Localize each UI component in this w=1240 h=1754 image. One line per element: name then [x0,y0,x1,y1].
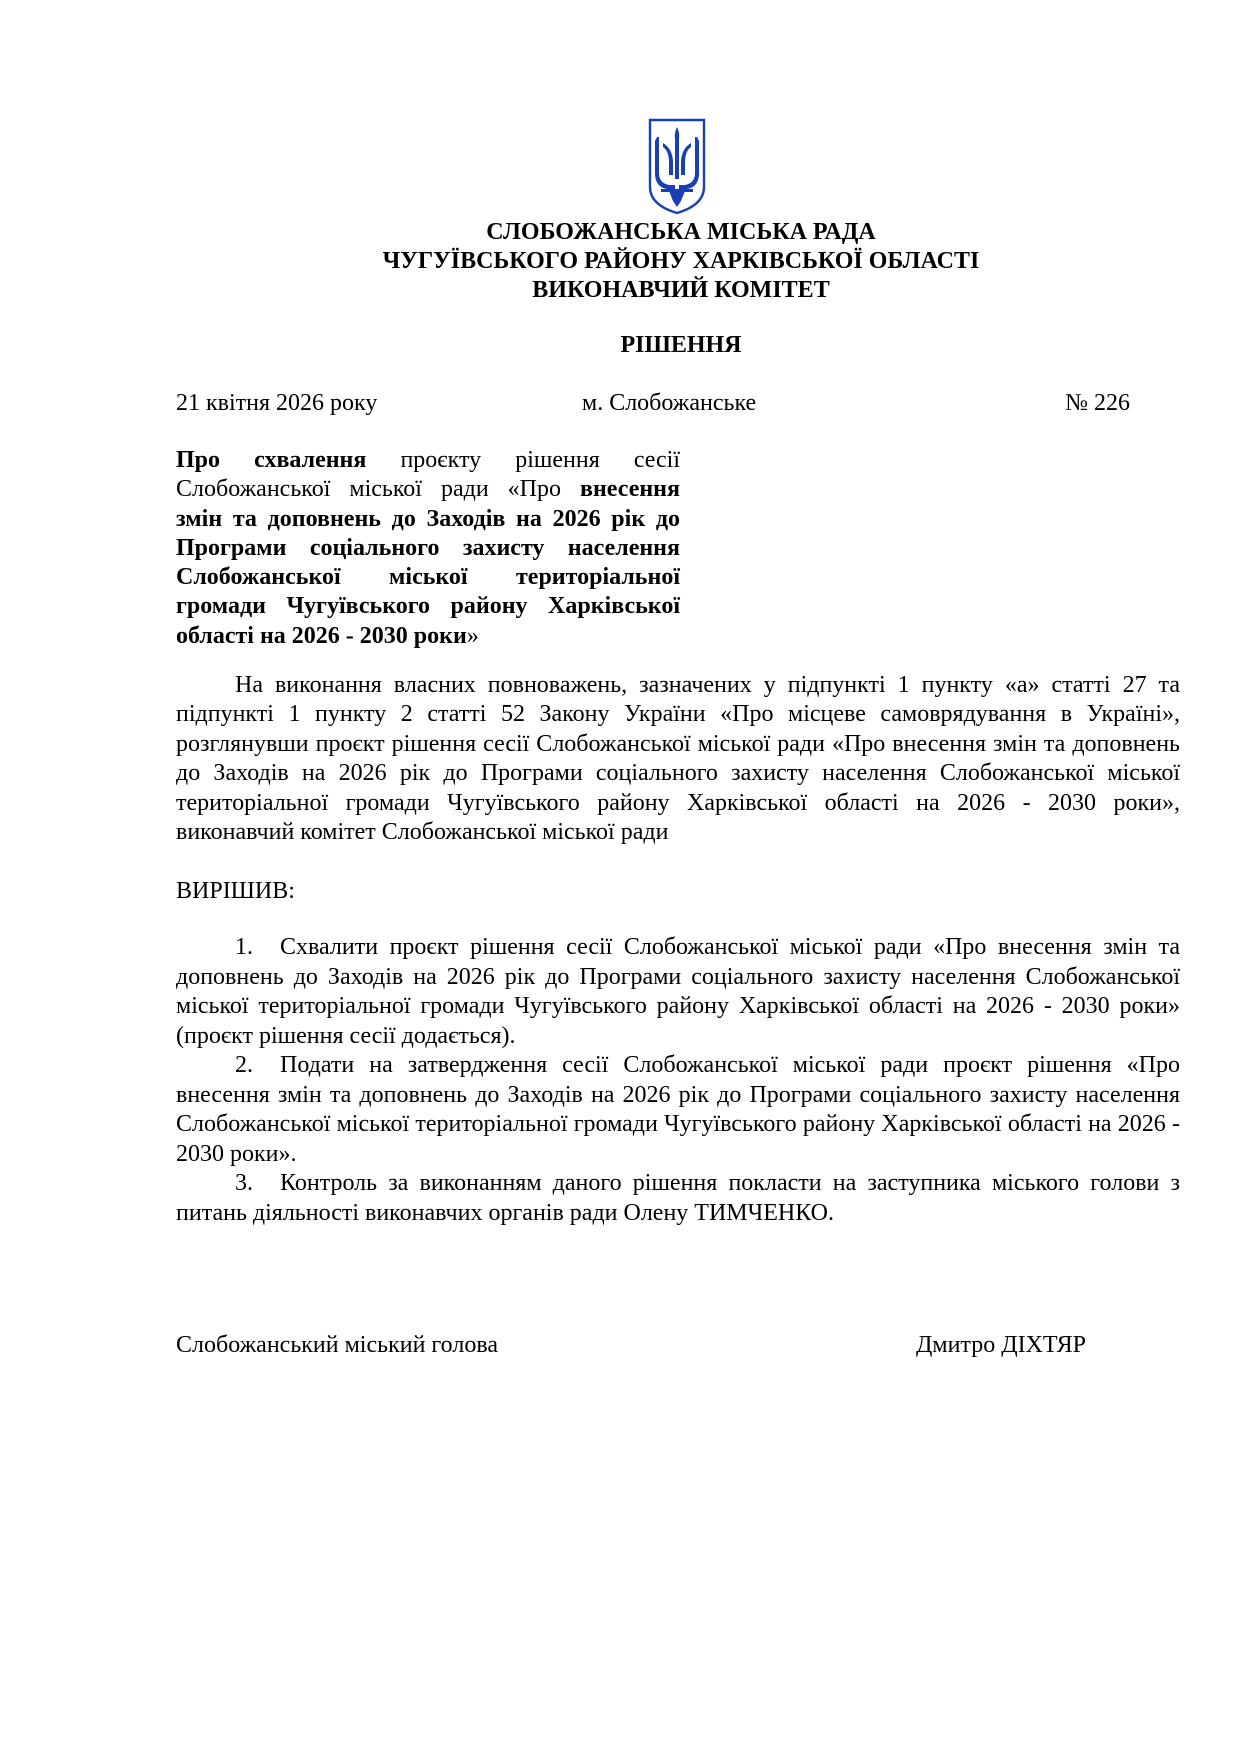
header-line-district: ЧУГУЇВСЬКОГО РАЙОНУ ХАРКІВСЬКОЇ ОБЛАСТІ [382,248,980,274]
decided-heading: ВИРІШИВ: [176,878,295,904]
document-subject [176,446,680,651]
signatory-position: Слобожанський міський голова [176,1332,498,1358]
authority-header [176,218,1186,305]
decision-items [176,933,1180,1228]
signatory-name: Дмитро ДІХТЯР [916,1332,1086,1358]
item-number: 3. [235,1170,253,1196]
subject-bold-program: внесення змін та доповнень до Заходів на 2026 рік до Програми соціального захисту населення Слобожанської міської територіальної громади Чугуївського району Харківської області на 2026 - 2030 роки [176,476,680,649]
document-city: м. Слобожанське [582,390,757,416]
header-line-council: СЛОБОЖАНСЬКА МІСЬКА РАДА [486,219,876,245]
item-text: Подати на затвердження сесії Слобожанської міської ради проєкт рішення «Про внесення змін та доповнень до Заходів на 2026 рік до Програми соціального захисту населення Слобожанської міської територіальної громади Чугуївського району Харківської області на 2026 - 2030 роки». [176,1052,1180,1167]
preamble-paragraph: На виконання власних повноважень, зазначених у підпункті 1 пункту «а» статті 27 та підпункті 1 пункту 2 статті 52 Закону України «Про місцеве самоврядування в Україні», розглянувши проєкт рішення сесії Слобожанської міської ради «Про внесення змін та доповнень до Заходів на 2026 рік до Програми соціального захисту населення Слобожанської міської територіальної громади Чугуївського району Харківської області на 2026 - 2030 роки», виконавчий комітет Слобожанської міської ради [176,672,1180,846]
decision-item [176,1051,1180,1169]
trident-coat-of-arms-icon [647,117,707,215]
subject-bold-start: Про схвалення [176,447,367,473]
item-number: 1. [235,934,253,960]
subject-regular-middle: проєкту рішення сесії Слобожанської міської ради «Про [176,447,681,503]
subject-closing-quote: » [466,622,479,649]
item-number: 2. [235,1052,253,1078]
decision-item [176,933,1180,1051]
document-number: № 226 [1065,390,1130,416]
document-meta [176,389,1130,419]
header-line-committee: ВИКОНАВЧИЙ КОМІТЕТ [532,277,830,303]
document-date: 21 квітня 2026 року [176,390,378,416]
decision-item [176,1169,1180,1228]
document-title: РІШЕННЯ [620,332,742,358]
signature-block [176,1331,1086,1361]
item-text: Контроль за виконанням даного рішення покласти на заступника міського голови з питань діяльності виконавчих органів ради Олену ТИМЧЕНКО. [176,1170,1180,1226]
item-text: Схвалити проєкт рішення сесії Слобожанської міської ради «Про внесення змін та доповнень до Заходів на 2026 рік до Програми соціального захисту населення Слобожанської міської територіальної громади Чугуївського району Харківської області на 2026 - 2030 роки» (проєкт рішення сесії додається). [176,934,1180,1049]
